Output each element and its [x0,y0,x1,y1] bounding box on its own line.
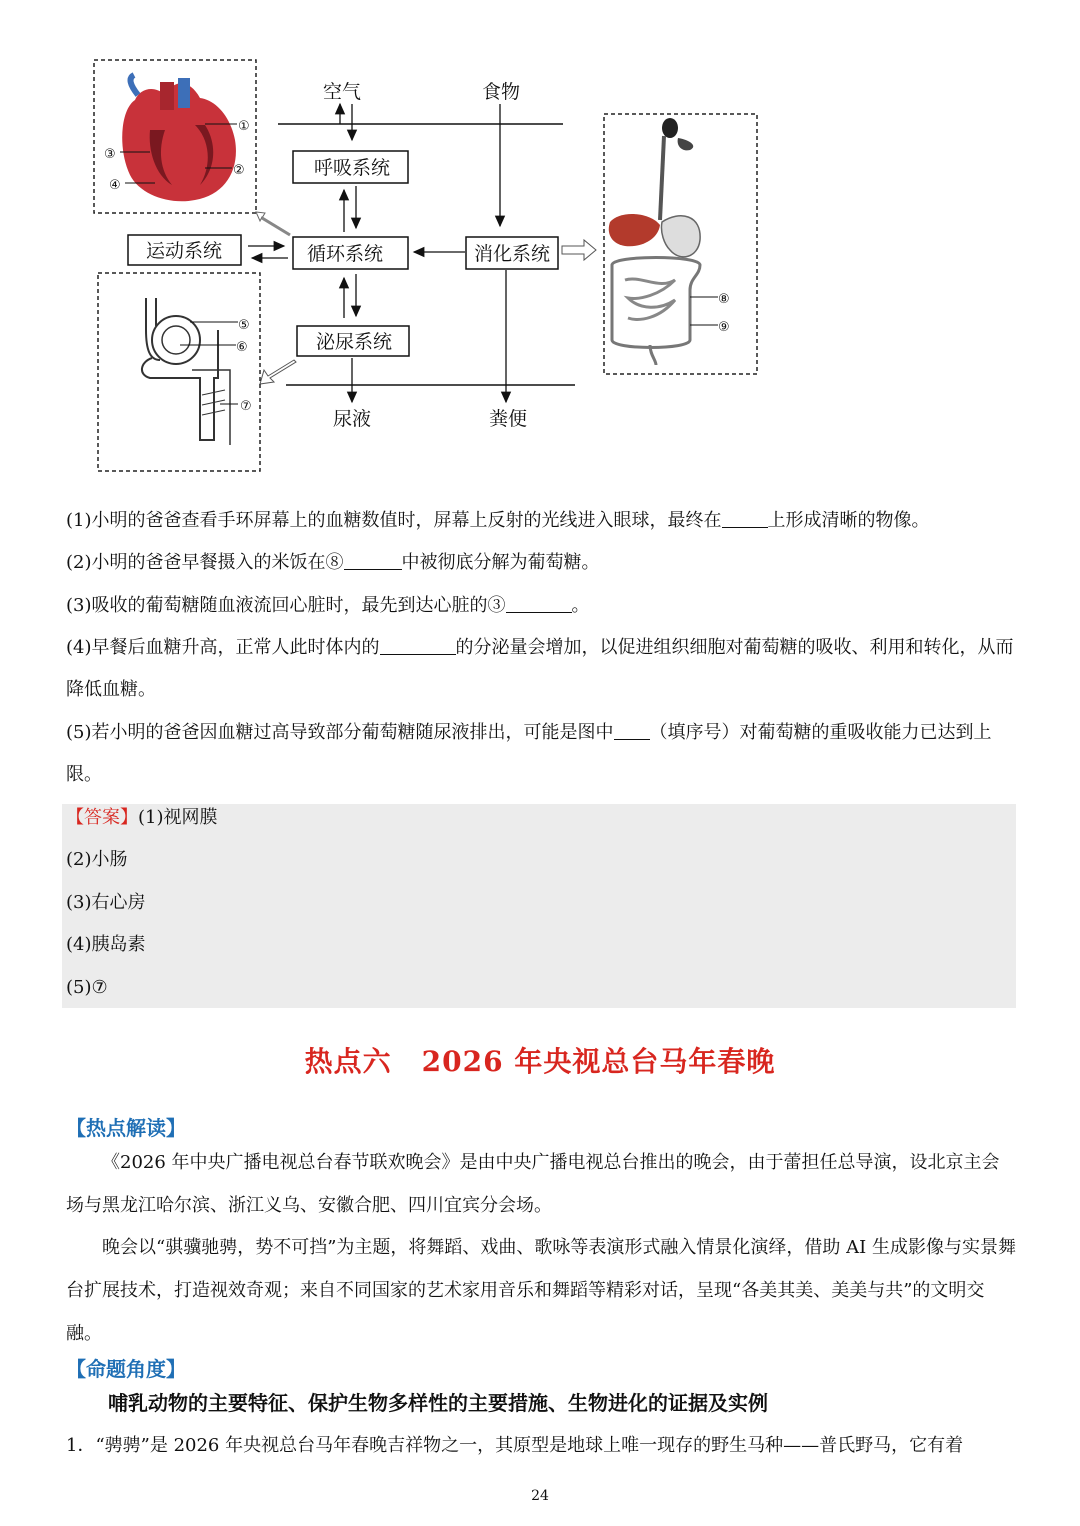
marker-8: ⑧ [718,292,730,307]
answer-tag: 【答案】 [66,807,138,828]
marker-4: ④ [109,178,121,193]
marker-6: ⑥ [236,340,248,355]
question-5-text: (5)若小明的爸爸因血糖过高导致部分葡萄糖随尿液排出，可能是图中 [66,722,614,743]
question-2-text-end: 中被彻底分解为葡萄糖。 [401,552,600,573]
nephron-figure [98,273,260,471]
label-urine: 尿液 [333,408,372,430]
answer-blank [506,594,572,613]
label-circulatory: 循环系统 [307,243,384,265]
body-systems-diagram [0,0,1080,500]
section-title-text: 2026 年央视总台马年春晚 [421,1045,776,1078]
answer-blank [722,509,768,528]
answer-blank [614,721,650,740]
answer-2: (2)小肠 [66,849,128,870]
question-1 [66,500,1016,542]
answer-3: (3)右心房 [66,892,146,913]
section-title-label: 热点六 [304,1045,392,1078]
question-1-text: (1)小明的爸爸查看手环屏幕上的血糖数值时，屏幕上反射的光线进入眼球，最终在 [66,510,722,531]
question-5-text-end: （填序号）对葡萄糖的重吸收能力已达到上限。 [66,722,992,785]
section-title [0,1040,1080,1080]
angle-heading: 【命题角度】 [66,1357,186,1381]
digestive-organs-figure [604,114,757,374]
page-number: 24 [531,1488,549,1504]
label-food: 食物 [482,81,521,103]
question-4 [66,627,1016,711]
label-urinary: 泌尿系统 [316,331,393,353]
marker-7: ⑦ [240,399,252,414]
question-4-text-end: 的分泌量会增加，以促进组织细胞对葡萄糖的吸收、利用和转化，从而降低血糖。 [66,637,1014,700]
reading-heading: 【热点解读】 [66,1116,186,1140]
label-motor: 运动系统 [146,240,223,262]
question-1-text-end: 上形成清晰的物像。 [767,510,930,531]
paragraph-2: 晚会以“骐骥驰骋，势不可挡”为主题，将舞蹈、戏曲、歌咏等表演形式融入情景化演绎，借助 AI 生成影像与实景舞台扩展技术，打造视效奇观；来自不同国家的艺术家用音乐和舞蹈等精彩对话，呈现“各美其美、美美与共”的文明交融。 [66,1237,1016,1344]
marker-2: ② [233,163,245,178]
answer-blank [380,636,456,655]
question-2 [66,542,1016,584]
paragraph-1: 《2026 年中央广播电视总台春节联欢晚会》是由中央广播电视总台推出的晚会，由于蕾担任总导演，设北京主会场与黑龙江哈尔滨、浙江义乌、安徽合肥、四川宜宾分会场。 [66,1152,1000,1216]
label-respiratory: 呼吸系统 [314,157,391,179]
label-digestive: 消化系统 [474,243,551,265]
question-5 [66,712,1016,796]
question-3 [66,585,1016,627]
label-air: 空气 [323,81,362,103]
exam-question-1: 1．“骋骋”是 2026 年央视总台马年春晚吉祥物之一，其原型是地球上唯一现存的野生马种——普氏野马，它有着 [66,1435,964,1456]
question-3-text-end: 。 [571,595,590,616]
question-3-text: (3)吸收的葡萄糖随血液流回心脏时，最先到达心脏的③ [66,595,506,616]
heart-figure [94,60,256,213]
label-feces: 粪便 [489,408,528,430]
answer-5: (5)⑦ [66,977,108,998]
question-4-text: (4)早餐后血糖升高，正常人此时体内的 [66,637,380,658]
marker-3: ③ [104,147,116,162]
marker-5: ⑤ [238,318,250,333]
question-2-text: (2)小明的爸爸早餐摄入的米饭在⑧ [66,552,344,573]
answer-4: (4)胰岛素 [66,934,146,955]
answer-1-text: (1)视网膜 [138,807,218,828]
answer-blank [344,551,402,570]
marker-1: ① [238,119,250,134]
angle-text: 哺乳动物的主要特征、保护生物多样性的主要措施、生物进化的证据及实例 [108,1391,768,1415]
answer-1 [66,797,218,839]
marker-9: ⑨ [718,320,730,335]
